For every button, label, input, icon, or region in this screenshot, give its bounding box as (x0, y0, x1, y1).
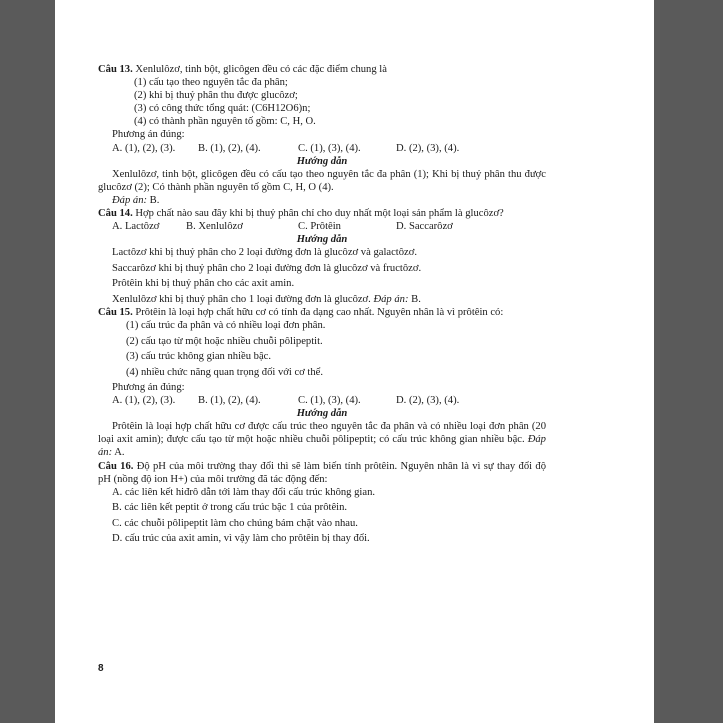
question-15-stem: Câu 15. Prôtêin là loại hợp chất hữu cơ có tính đa dạng cao nhất. Nguyên nhân là vì prôtêin có: (98, 306, 504, 318)
q14-guide-line-3: Prôtêin khi bị thuỷ phân cho các axit amin. (112, 278, 295, 290)
q14-option-c: C. Prôtêin (298, 221, 341, 233)
q13-item-3: (3) có công thức tổng quát: (C6H12O6)n; (134, 103, 311, 115)
q13-item-1: (1) cấu tạo theo nguyên tắc đa phân; (134, 77, 288, 89)
q16-option-d: D. cấu trúc của axit amin, vì vậy làm cho prôtêin bị thay đổi. (112, 533, 370, 545)
q13-guide-text: Xenlulôzơ, tinh bột, glicôgen đều có cấu tạo theo nguyên tắc đa phân (1); Khi bị thuỷ phân thu được glucôzơ (2); Có thành phần nguyên tố gồm C, H, O (4). (98, 168, 546, 193)
q15-guide-text: Prôtêin là loại hợp chất hữu cơ được cấu trúc theo nguyên tắc đa phân và có nhiều loại đơn phân (20 loại axit amin); được cấu tạo từ một hoặc nhiều chuỗi pôlipeptit; có cấu trúc không gian nhiều bậc. Đáp án: A. (98, 421, 546, 459)
q15-guide-title: Hướng dẫn (296, 408, 348, 420)
left-background (0, 0, 55, 723)
q16-option-c: C. các chuỗi pôlipeptit làm cho chúng bám chặt vào nhau. (112, 517, 358, 529)
q13-prompt: Phương án đúng: (112, 129, 185, 141)
q13-answer: Đáp án: B. (112, 194, 160, 206)
q13-option-c: C. (1), (3), (4). (298, 142, 361, 154)
q15-prompt: Phương án đúng: (112, 382, 185, 393)
question-16-stem: Câu 16. Độ pH của môi trường thay đổi thì sẽ làm biến tính prôtêin. Nguyên nhân là vì sự thay đổi độ pH (nồng độ ion H+) của môi trường đã tác động đến: (98, 460, 546, 485)
q16-option-b: B. các liên kết peptit ở trong cấu trúc bậc 1 của prôtêin. (112, 502, 348, 514)
q14-options (98, 220, 546, 233)
q13-item-4: (4) có thành phần nguyên tố gồm: C, H, O. (134, 116, 316, 128)
q13-option-a: A. (1), (2), (3). (112, 142, 176, 154)
q15-option-c: C. (1), (3), (4). (298, 395, 361, 407)
q13-options (98, 142, 546, 155)
q13-option-b: B. (1), (2), (4). (198, 142, 261, 154)
q14-guide-line-1: Lactôzơ khi bị thuỷ phân cho 2 loại đường đơn là glucôzơ và galactôzơ. (112, 247, 417, 259)
question-13-stem: Câu 13. Xenlulôzơ, tinh bột, glicôgen đều có các đặc điểm chung là (98, 64, 387, 75)
q13-guide-title: Hướng dẫn (296, 155, 348, 167)
question-14-stem: Câu 14. Hợp chất nào sau đây khi bị thuỷ phân chỉ cho duy nhất một loại sản phẩm là glucôzơ? (98, 208, 504, 220)
page-content (98, 63, 546, 545)
q15-item-4: (4) nhiều chức năng quan trọng đối với cơ thể. (126, 366, 323, 378)
q15-item-1: (1) cấu trúc đa phân và có nhiều loại đơn phân. (126, 320, 326, 331)
q14-guide-title: Hướng dẫn (296, 234, 348, 246)
q15-option-b: B. (1), (2), (4). (198, 395, 261, 407)
q14-guide-line-2: Saccarôzơ khi bị thuỷ phân cho 2 loại đường đơn là glucôzơ và fructôzơ. (112, 262, 422, 274)
q15-option-a: A. (1), (2), (3). (112, 395, 176, 407)
q15-options (98, 394, 546, 407)
right-background (654, 0, 723, 723)
q15-item-2: (2) cấu tạo từ một hoặc nhiều chuỗi pôlipeptit. (126, 335, 323, 347)
q14-guide-line-4: Xenlulôzơ khi bị thuỷ phân cho 1 loại đường đơn là glucôzơ. Đáp án: B. (112, 293, 421, 305)
q16-option-a: A. các liên kết hiđrô dẫn tới làm thay đổi cấu trúc không gian. (112, 486, 376, 498)
q14-option-d: D. Saccarôzơ (396, 221, 453, 233)
q13-item-2: (2) khi bị thuỷ phân thu được glucôzơ; (134, 90, 298, 102)
page-number: 8 (98, 663, 104, 674)
q14-option-a: A. Lactôzơ (112, 221, 160, 233)
q15-item-3: (3) cấu trúc không gian nhiều bậc. (126, 351, 272, 362)
q14-option-b: B. Xenlulôzơ (186, 221, 243, 233)
q15-option-d: D. (2), (3), (4). (396, 395, 460, 407)
q13-option-d: D. (2), (3), (4). (396, 142, 460, 154)
